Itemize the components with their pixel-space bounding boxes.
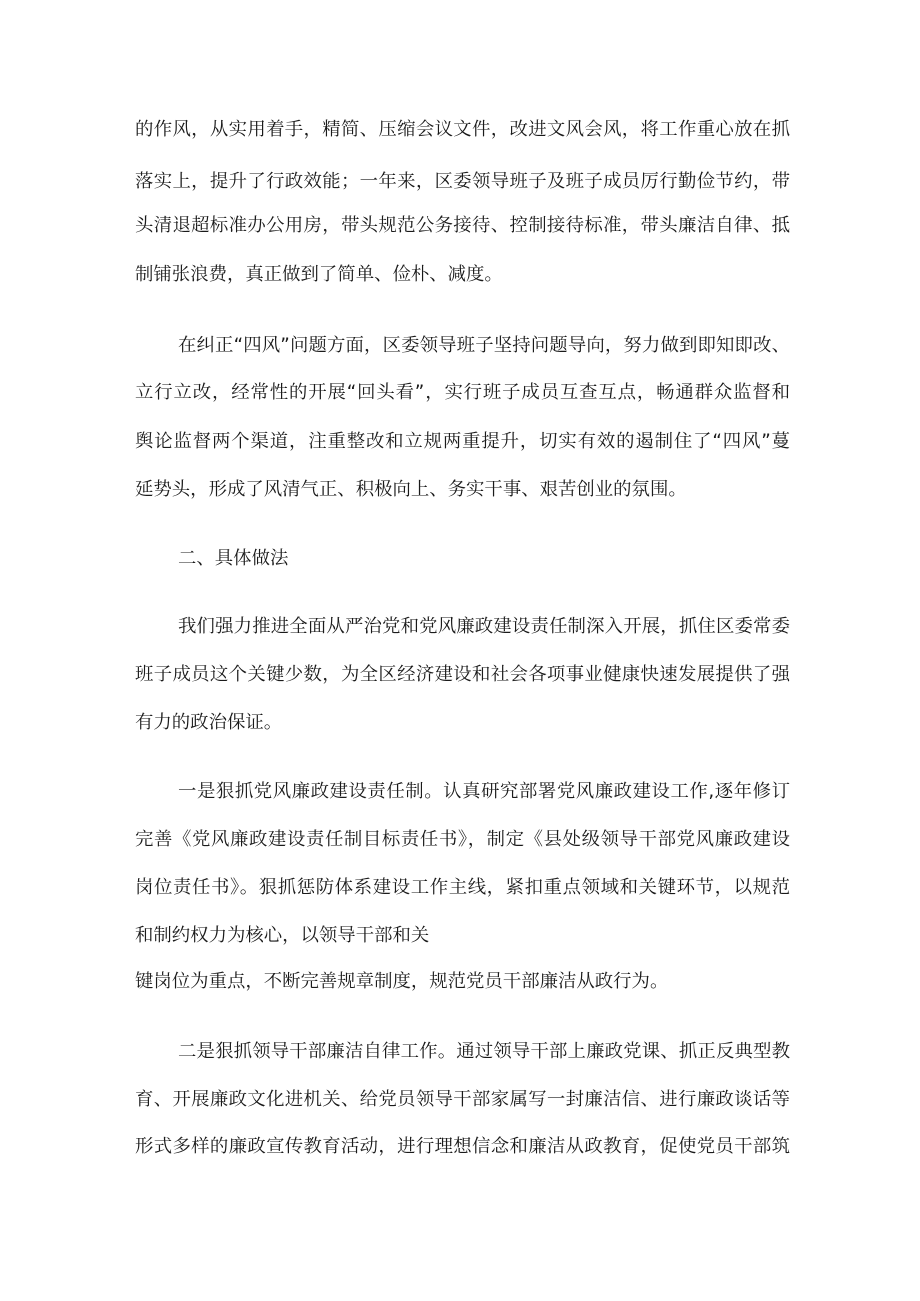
paragraph-5-line-1: 二是狠抓领导干部廉洁自律工作。通过领导干部上廉政党课、抓正反典型教 bbox=[178, 1041, 790, 1062]
paragraph-3-line-3: 有力的政治保证。 bbox=[135, 712, 283, 733]
paragraph-5-line-2: 育、开展廉政文化进机关、给党员领导干部家属写一封廉洁信、进行廉政谈话等 bbox=[135, 1089, 790, 1110]
paragraph-1-line-1: 的作风，从实用着手，精简、压缩会议文件，改进文风会风，将工作重心放在抓 bbox=[135, 119, 790, 140]
paragraph-4-line-3: 岗位责任书》。狠抓惩防体系建设工作主线，紧扣重点领域和关键环节，以规范 bbox=[135, 877, 790, 898]
paragraph-2-line-4: 延势头，形成了风清气正、积极向上、务实干事、艰苦创业的氛围。 bbox=[135, 479, 687, 500]
paragraph-1-line-2: 落实上，提升了行政效能；一年来，区委领导班子及班子成员厉行勤俭节约，带 bbox=[135, 171, 790, 192]
paragraph-2-line-3: 舆论监督两个渠道，注重整改和立规两重提升，切实有效的遏制住了“四风”蔓 bbox=[135, 431, 790, 452]
paragraph-1-line-4: 制铺张浪费，真正做到了简单、俭朴、减度。 bbox=[135, 264, 503, 285]
paragraph-2-line-1: 在纠正“四风”问题方面，区委领导班子坚持问题导向，努力做到即知即改、 bbox=[178, 335, 790, 356]
paragraph-2-line-2: 立行立改，经常性的开展“回头看”，实行班子成员互查互点，畅通群众监督和 bbox=[135, 382, 790, 403]
paragraph-3-line-2: 班子成员这个关键少数，为全区经济建设和社会各项事业健康快速发展提供了强 bbox=[135, 664, 790, 685]
paragraph-5-line-3: 形式多样的廉政宣传教育活动，进行理想信念和廉洁从政教育，促使党员干部筑 bbox=[135, 1136, 790, 1157]
section-heading: 二、具体做法 bbox=[178, 548, 289, 569]
paragraph-1-line-3: 头清退超标准办公用房，带头规范公务接待、控制接待标准，带头廉洁自律、抵 bbox=[135, 215, 790, 236]
paragraph-4-line-2: 完善《党风廉政建设责任制目标责任书》，制定《县处级领导干部党风廉政建设 bbox=[135, 829, 790, 850]
paragraph-4-line-4: 和制约权力为核心，以领导干部和关 bbox=[135, 925, 430, 946]
paragraph-4-line-1: 一是狠抓党风廉政建设责任制。认真研究部署党风廉政建设工作,逐年修订 bbox=[178, 781, 790, 802]
paragraph-3-line-1: 我们强力推进全面从严治党和党风廉政建设责任制深入开展，抓住区委常委 bbox=[178, 616, 790, 637]
paragraph-4-line-5: 键岗位为重点，不断完善规章制度，规范党员干部廉洁从政行为。 bbox=[135, 971, 669, 992]
